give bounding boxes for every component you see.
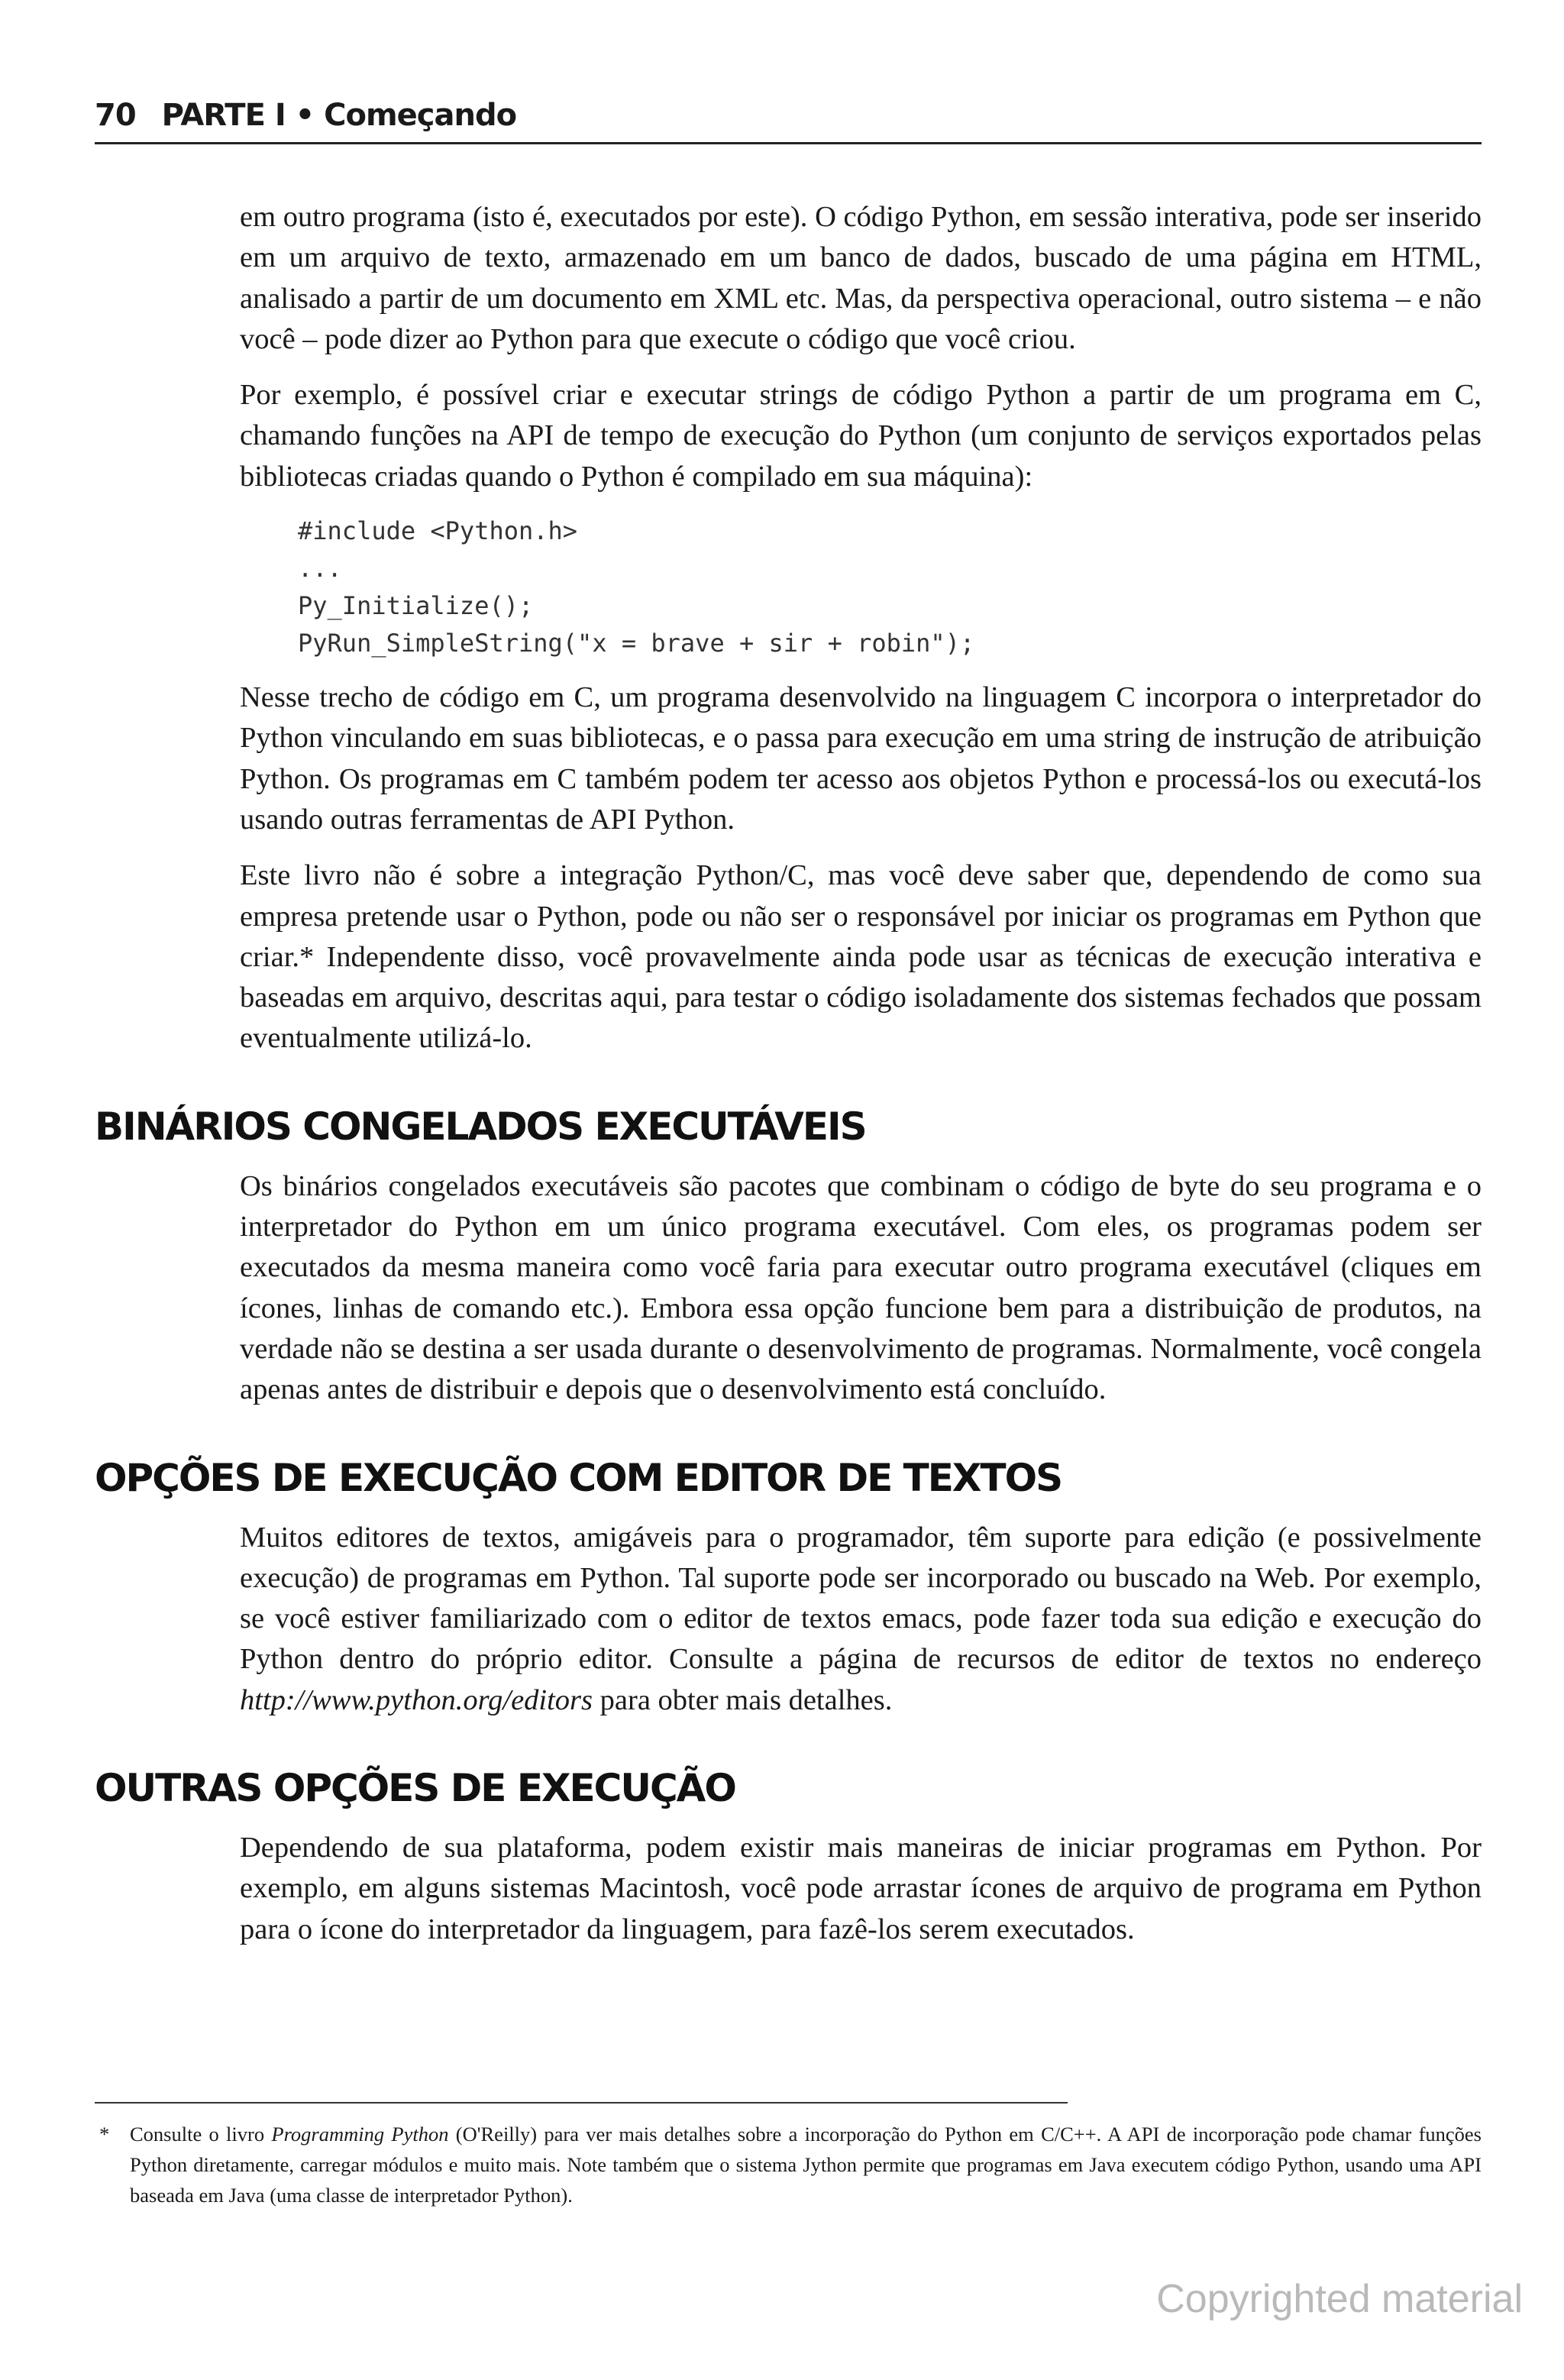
code-block: #include <Python.h> ... Py_Initialize(); PyRun_SimpleString("x = brave + sir + robin");	[298, 516, 975, 658]
footnote-rule	[95, 2102, 1068, 2104]
header-rule	[95, 142, 1482, 144]
paragraph-3: Nesse trecho de código em C, um programa desenvolvido na linguagem C incorpora o interpretador do Python vinculando em suas bibliotecas, e o passa para execução em uma string de instrução de atribuição Python. Os programas em C também podem ter acesso aos objetos Python e processá-los ou executá-los usando outras ferramentas de API Python.	[240, 681, 1482, 836]
running-title: PARTE I • Começando	[161, 98, 517, 133]
paragraph-4: Este livro não é sobre a integração Python/C, mas você deve saber que, dependendo de como sua empresa pretende usar o Python, pode ou não ser o responsável por iniciar os programas em Python que criar.* Independente disso, você provavelmente ainda pode usar as técnicas de execução interativa e baseadas em arquivo, descritas aqui, para testar o código isoladamente dos sistemas fechados que possam eventualmente utilizá-lo.	[240, 859, 1482, 1055]
section-heading-outras: OUTRAS OPÇÕES DE EXECUÇÃO	[95, 1766, 735, 1811]
section-editor-text	[240, 1518, 1482, 1721]
section-binarios-text: Os binários congelados executáveis são pacotes que combinam o código de byte do seu programa e o interpretador do Python em um único programa executável. Com eles, os programas podem ser executados da mesma maneira como você faria para executar outro programa executável (cliques em ícones, linhas de comando etc.). Embora essa opção funcione bem para a distribuição de produtos, na verdade não se destina a ser usada durante o desenvolvimento de programas. Normalmente, você congela apenas antes de distribuir e depois que o desenvolvimento está concluído.	[240, 1169, 1482, 1406]
editor-text-after: para obter mais detalhes.	[593, 1683, 893, 1716]
editors-link: http://www.python.org/editors	[240, 1683, 593, 1716]
footnote	[99, 2119, 1482, 2210]
footnote-text-before: Consulte o livro	[130, 2123, 272, 2146]
page-number: 70	[95, 98, 136, 133]
running-header	[95, 98, 1482, 133]
paragraph-1: em outro programa (isto é, executados por este). O código Python, em sessão interativa, pode ser inserido em um arquivo de texto, armazenado em um banco de dados, buscado de uma página em HTML, analisado a partir de um documento em XML etc. Mas, da perspectiva operacional, outro sistema – e não você – pode dizer ao Python para que execute o código que você criou.	[240, 201, 1482, 355]
editor-text-before: Muitos editores de textos, amigáveis para o programador, têm suporte para edição (e possivelmente execução) de programas em Python. Tal suporte pode ser incorporado ou buscado na Web. Por exemplo, se você estiver familiarizado com o editor de textos emacs, pode fazer toda sua edição e execução do Python dentro do próprio editor. Consulte a página de recursos de editor de textos no endereço	[240, 1521, 1482, 1676]
section-heading-editor: OPÇÕES DE EXECUÇÃO COM EDITOR DE TEXTOS	[95, 1455, 1062, 1500]
footnote-text-after: (O'Reilly) para ver mais detalhes sobre a incorporação do Python em C/C++. A API de incorporação pode chamar funções Python diretamente, carregar módulos e muito mais. Note também que o sistema Jython permite que programas em Java executem código Python, usando uma API baseada em Java (uma classe de interpretador Python).	[130, 2123, 1482, 2207]
section-heading-binarios: BINÁRIOS CONGELADOS EXECUTÁVEIS	[95, 1104, 866, 1149]
copyright-watermark: Copyrighted material	[1156, 2277, 1523, 2321]
paragraph-2: Por exemplo, é possível criar e executar strings de código Python a partir de um programa em C, chamando funções na API de tempo de execução do Python (um conjunto de serviços exportados pelas bibliotecas criadas quando o Python é compilado em sua máquina):	[240, 379, 1482, 493]
footnote-book-title: Programming Python	[271, 2123, 449, 2146]
page-body	[95, 197, 1482, 1965]
footnote-mark: *	[99, 2123, 110, 2146]
section-outras-text: Dependendo de sua plataforma, podem existir mais maneiras de iniciar programas em Python. Por exemplo, em alguns sistemas Macintosh, você pode arrastar ícones de arquivo de programa em Python para o ícone do interpretador da linguagem, para fazê-los serem executados.	[240, 1832, 1482, 1945]
